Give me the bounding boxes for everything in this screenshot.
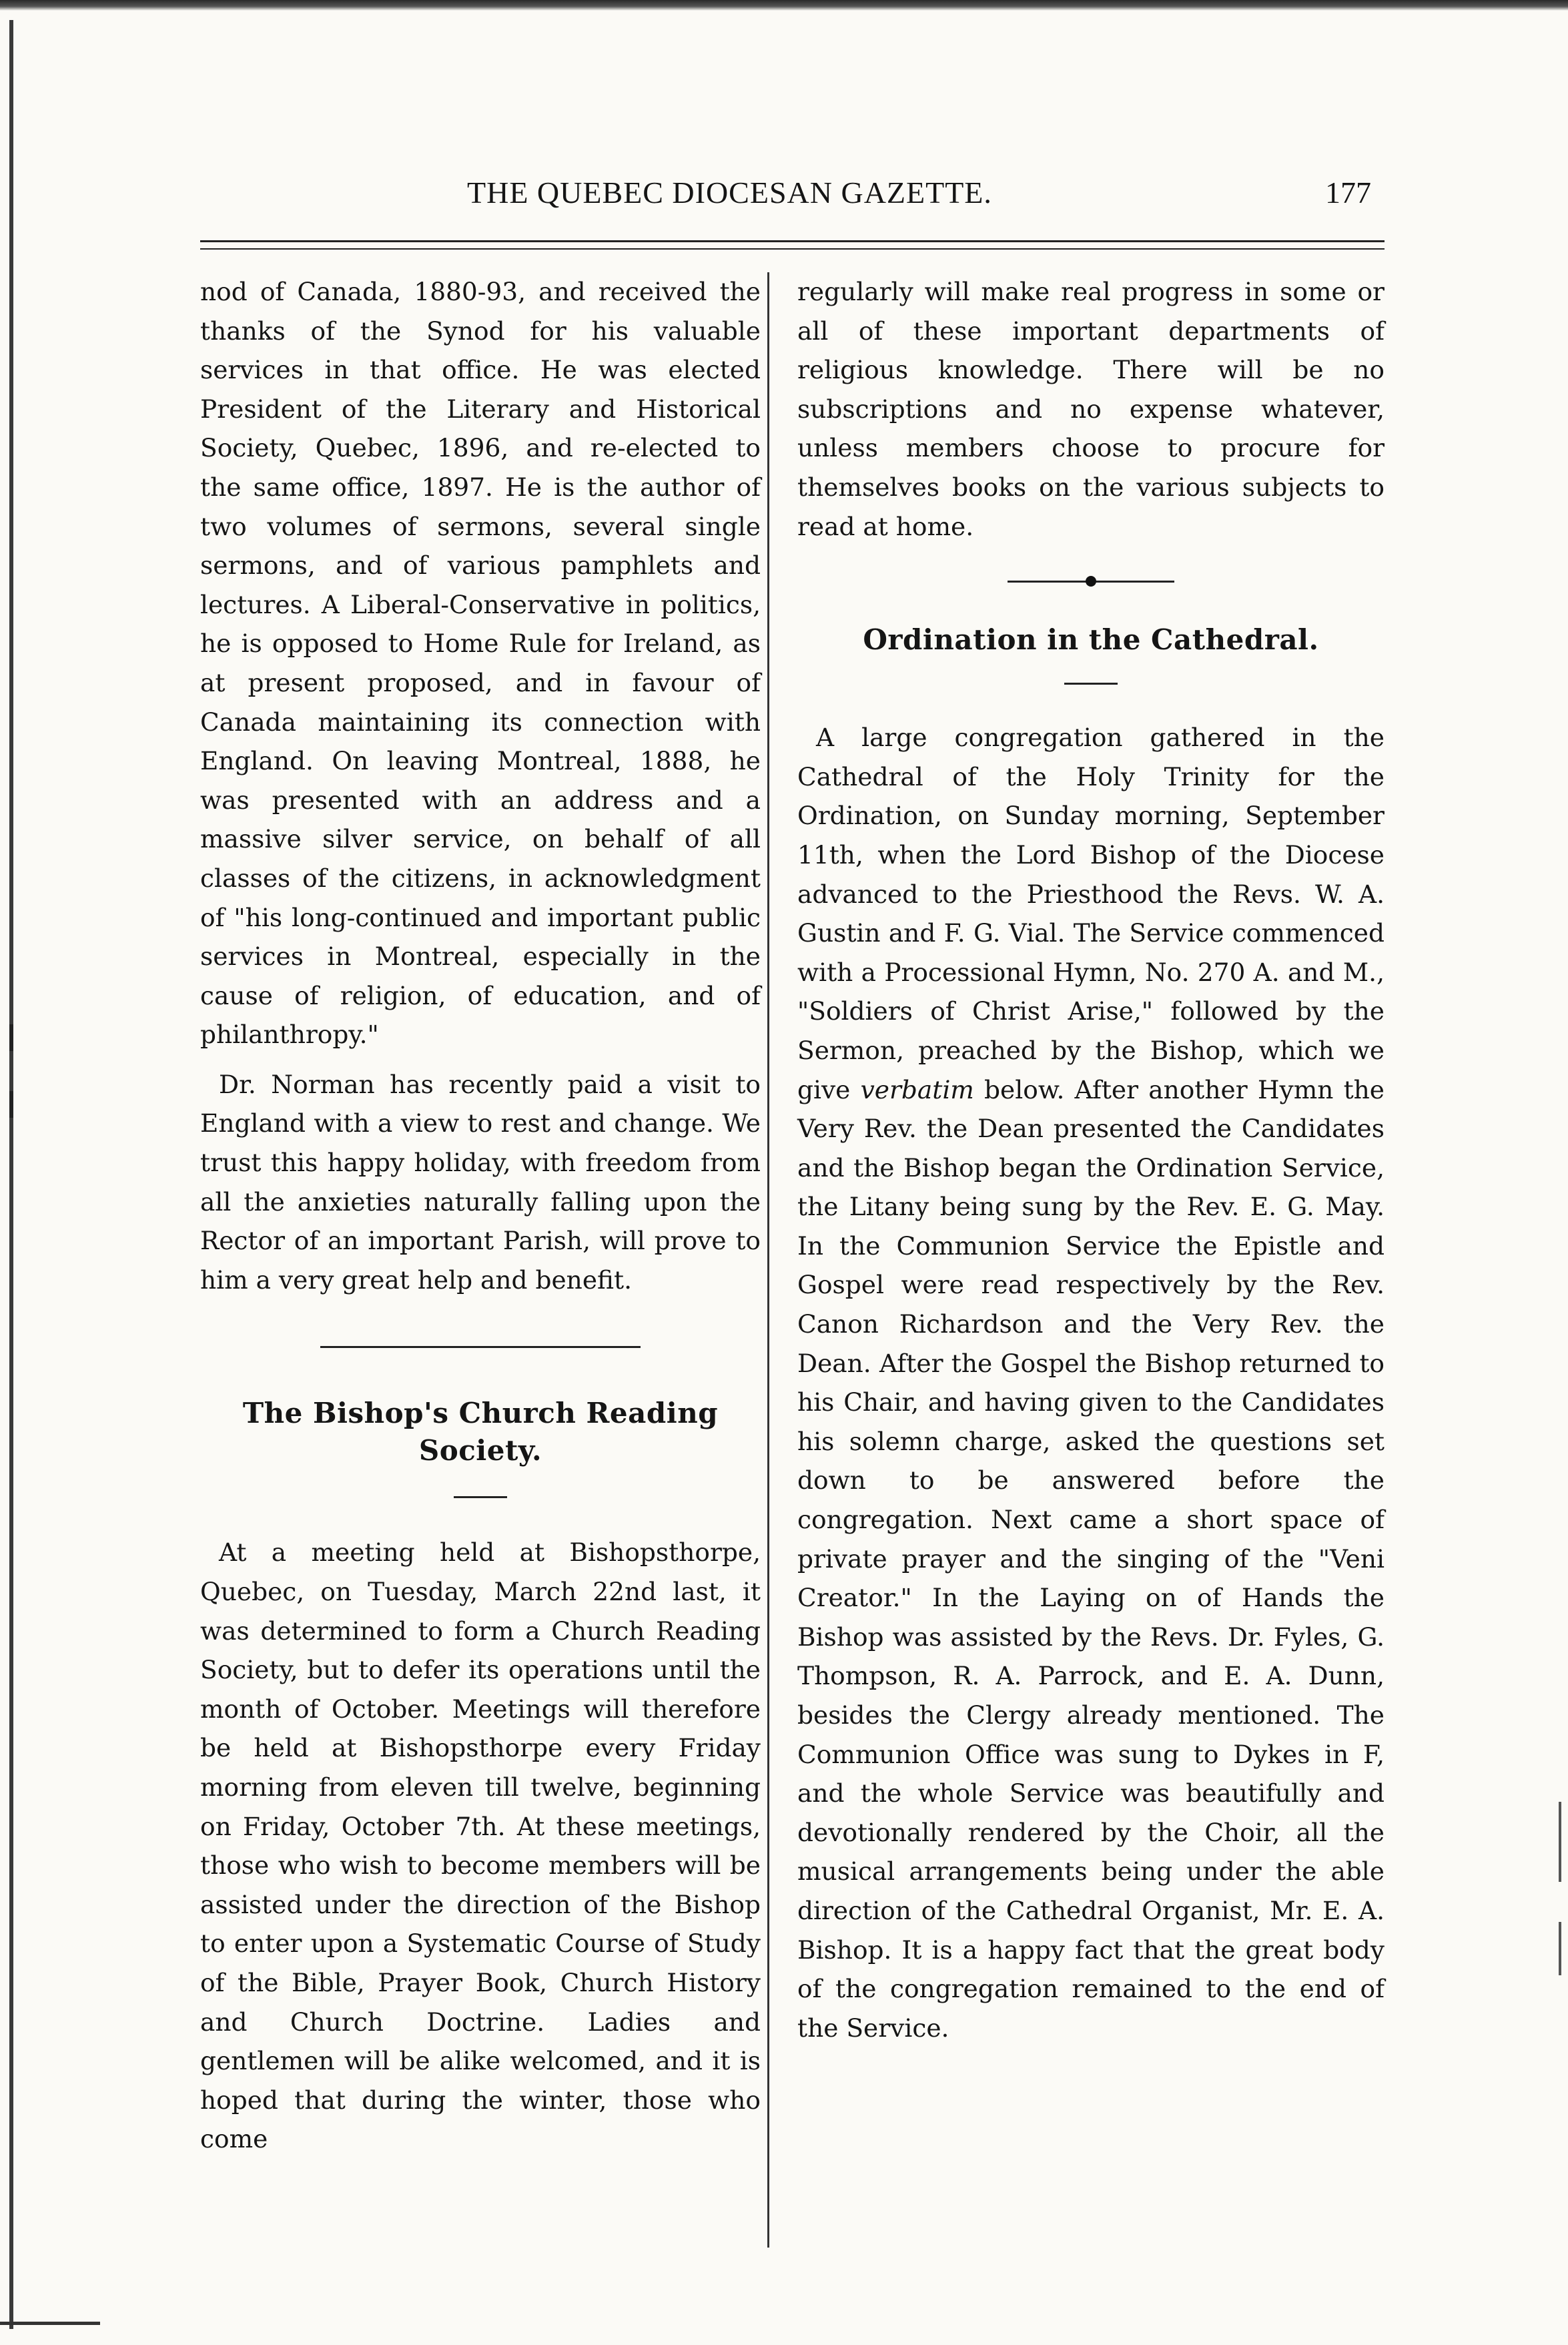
page-bottom-edge bbox=[0, 2322, 100, 2325]
ordination-body bbox=[797, 718, 1385, 2047]
separator-bullet bbox=[1086, 576, 1096, 587]
binding-mark bbox=[9, 1091, 13, 1118]
page-top-edge bbox=[0, 0, 1568, 11]
page-left-edge bbox=[9, 20, 13, 2329]
right-column bbox=[797, 272, 1385, 2058]
ordination-body-part-2: below. After another Hymn the Very Rev. the Dean presented the Candidates and the Bishop began the Ordination Service, the Litany being sung by the Rev. E. G. May. In the Communion Service the Epistle and Gospel were read respectively by the Rev. Canon Richardson and the Very Rev. the Dean. After the Gospel the Bishop returned to his Chair, and having given to the Candidates his solemn charge, asked the questions set down to be answered before the congregation. Next came a short space of private prayer and the singing of the "Veni Creator." In the Laying on of Hands the Bishop was assisted by the Revs. Dr. Fyles, G. Thompson, R. A. Parrock, and E. A. Dunn, besides the Clergy already mentioned. The Communion Office was sung to Dykes in F, and the whole Service was beautifully and devotionally rendered by the Choir, all the musical arrangements being under the able direction of the Cathedral Organist, Mr. E. A. Bishop. It is a happy fact that the great body of the congregation remained to the end of the Service. bbox=[797, 1074, 1385, 2043]
reading-society-title: The Bishop's Church Reading Society. bbox=[242, 1397, 719, 1467]
section-separator bbox=[320, 1346, 641, 1348]
italic-word: verbatim bbox=[860, 1074, 974, 1104]
title-dash bbox=[1064, 683, 1118, 685]
header-rule-thin bbox=[200, 248, 1385, 250]
reading-society-body: At a meeting held at Bishopsthorpe, Quebec, on Tuesday, March 22nd last, it was determined to form a Church Reading Society, but to defer its operations until the month of October. Meetings will therefore be held at Bishopsthorpe every Friday morning from eleven till twelve, beginning on Friday, October 7th. At these meetings, those who wish to become members will be assisted under the direction of the Bishop to enter upon a Systematic Course of Study of the Bible, Prayer Book, Church History and Church Doctrine. Ladies and gentlemen will be alike welcomed, and it is hoped that during the winter, those who come bbox=[200, 1538, 761, 2154]
ordination-title: Ordination in the Cathedral. bbox=[863, 623, 1319, 657]
norman-paragraph: Dr. Norman has recently paid a visit to England with a view to rest and change. We trust this happy holiday, with freedom from all the anxieties naturally falling upon the Rector of an important Parish, will prove to him a very great help and benefit. bbox=[200, 1069, 761, 1295]
ordination-body-part-1: A large congregation gathered in the Cathedral of the Holy Trinity for the Ordination, on Sunday morning, September 11th, when the Lord Bishop of the Diocese advanced to the Priesthood the Revs. W. A. Gustin and F. G. Vial. The Service commenced with a Processional Hymn, No. 270 A. and M., "Soldiers of Christ Arise," followed by the Sermon, preached by the Bishop, which we give bbox=[797, 723, 1385, 1104]
margin-mark bbox=[1559, 1802, 1561, 1882]
biography-paragraph: nod of Canada, 1880-93, and received the thanks of the Synod for his valuable services in that office. He was elected President of the Literary and Historical Society, Quebec, 1896, and re-elected to the same office, 1897. He is the author of two volumes of sermons, several single sermons, and of various pamphlets and lectures. A Liberal-Conservative in politics, he is opposed to Home Rule for Ireland, as at present proposed, and in favour of Canada maintaining its connection with England. On leaving Montreal, 1888, he was presented with an address and a massive silver service, on behalf of all classes of the citizens, in acknowledgment of "his long-continued and important public services in Montreal, especially in the cause of religion, of education, and of philanthropy." bbox=[200, 277, 761, 1050]
running-title: THE QUEBEC DIOCESAN GAZETTE. bbox=[467, 176, 992, 210]
margin-mark bbox=[1559, 1922, 1561, 1975]
left-column bbox=[200, 272, 761, 2169]
column-divider bbox=[767, 272, 769, 2248]
binding-mark bbox=[9, 1024, 13, 1051]
page-header bbox=[200, 175, 1385, 222]
reading-society-continued: regularly will make real progress in some or all of these important departments of religious knowledge. There will be no subscriptions and no expense whatever, unless members choose to procure for themselves books on the various subjects to read at home. bbox=[797, 277, 1385, 541]
title-dash bbox=[454, 1496, 507, 1498]
header-rule bbox=[200, 240, 1385, 242]
ornamental-separator bbox=[1008, 581, 1174, 583]
page-number: 177 bbox=[1325, 176, 1371, 210]
